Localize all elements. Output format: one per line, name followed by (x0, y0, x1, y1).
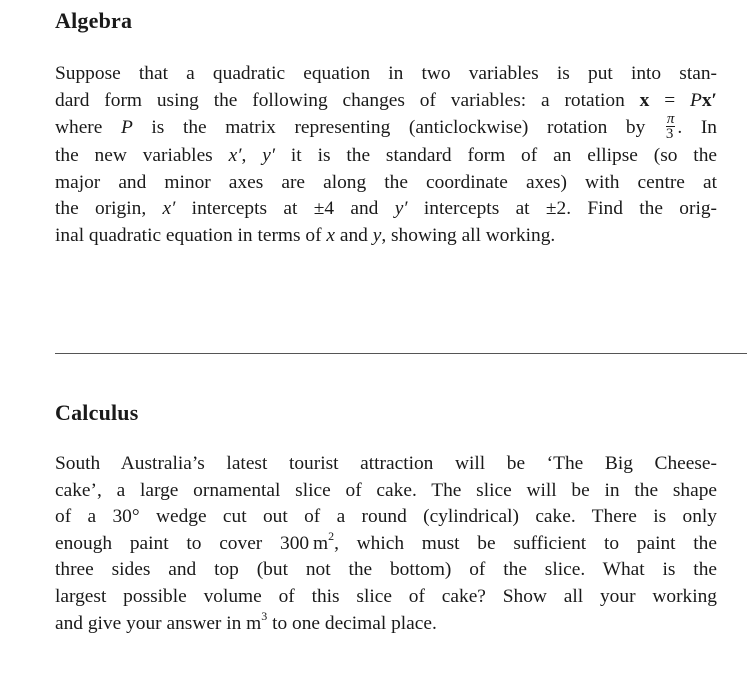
math-vector-x: x (639, 89, 650, 111)
math-P: P (120, 117, 133, 139)
text-fragment: and (335, 224, 373, 246)
text-line: three sides and top (but not the bottom) of the slice. What is the (55, 559, 717, 581)
text-fragment: intercepts at ±2. Find the orig- (407, 198, 717, 220)
text-fragment: and give your answer in m (55, 612, 262, 634)
math-P: P (689, 89, 702, 111)
algebra-question-text (55, 61, 717, 250)
fraction-denominator: 3 (665, 126, 674, 143)
algebra-heading: Algebra (55, 8, 133, 33)
text-line (55, 196, 717, 223)
text-fragment: , which must be sufficient to paint the (334, 532, 717, 554)
text-fragment: inal quadratic equation in terms of (55, 224, 327, 246)
text-line (55, 531, 717, 558)
math-x: x (326, 224, 335, 246)
text-fragment: , (241, 145, 263, 167)
text-fragment: dard form using the following changes of variables: a rotation (55, 89, 640, 111)
calculus-question-text (55, 451, 717, 637)
math-y: y (372, 224, 382, 246)
text-line (55, 143, 717, 170)
fraction-numerator: π (666, 111, 675, 128)
calculus-heading: Calculus (55, 400, 139, 425)
superscript-2: 2 (328, 529, 335, 544)
math-x-prime: x′ (228, 145, 242, 167)
algebra-section (55, 8, 717, 34)
math-equals: = (649, 89, 690, 111)
text-line (55, 223, 717, 250)
text-fragment: , showing all working. (381, 224, 556, 246)
superscript-3: 3 (261, 609, 268, 624)
text-fragment: is the matrix representing (anticlockwise) rotation by (132, 117, 664, 139)
text-line: largest possible volume of this slice of cake? Show all your working (55, 585, 717, 607)
text-fragment: the new variables (55, 145, 229, 167)
text-fragment: enough paint to cover 300 m (55, 532, 329, 554)
section-divider (55, 353, 747, 354)
text-line: major and minor axes are along the coordinate axes) with centre at (55, 171, 717, 193)
text-line: Suppose that a quadratic equation in two variables is put into stan- (55, 63, 717, 84)
fraction-pi-over-3 (666, 112, 676, 141)
math-x-prime: x′ (162, 198, 176, 220)
text-fragment: where (55, 117, 121, 139)
text-fragment: intercepts at ±4 and (175, 198, 395, 220)
text-fragment: it is the standard form of an ellipse (so the (275, 145, 717, 167)
text-fragment: . In (677, 117, 717, 139)
algebra-question (55, 61, 717, 250)
text-fragment: the origin, (55, 198, 163, 220)
math-y-prime: y′ (394, 198, 408, 220)
math-vector-x-prime: x′ (701, 89, 717, 111)
math-y-prime: y′ (262, 145, 276, 167)
text-fragment: to one decimal place. (267, 612, 437, 634)
calculus-question (55, 451, 717, 637)
calculus-section (55, 400, 717, 426)
text-line: of a 30° wedge cut out of a round (cylindrical) cake. There is only (55, 506, 717, 528)
text-line (55, 611, 717, 638)
text-line: South Australia’s latest tourist attraction will be ‘The Big Cheese- (55, 453, 717, 474)
text-line: cake’, a large ornamental slice of cake. The slice will be in the shape (55, 479, 717, 501)
text-line (55, 111, 717, 143)
text-line (55, 88, 717, 115)
